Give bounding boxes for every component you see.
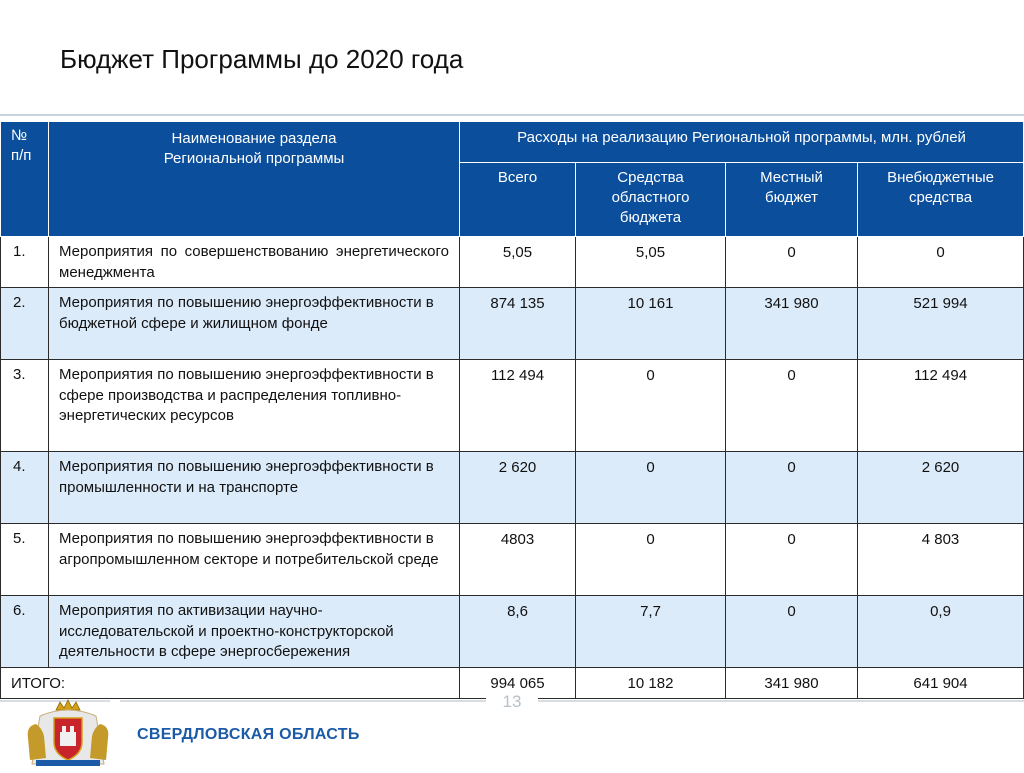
row-regional: 5,05 bbox=[576, 237, 726, 288]
total-local: 341 980 bbox=[726, 668, 858, 699]
table-row bbox=[1, 524, 1024, 596]
row-extra: 0 bbox=[858, 237, 1024, 288]
budget-table bbox=[0, 121, 1024, 699]
header-col-total-label: Всего bbox=[497, 169, 538, 186]
header-col-local bbox=[726, 163, 858, 237]
header-name-label: Наименование раздела Региональной программы bbox=[163, 130, 345, 167]
header-col-regional-label: Средства областного бюджета bbox=[611, 169, 690, 226]
table-row bbox=[1, 360, 1024, 452]
row-num: 2. bbox=[1, 288, 49, 360]
table-row bbox=[1, 288, 1024, 360]
header-num bbox=[1, 122, 49, 237]
row-local: 0 bbox=[726, 452, 858, 524]
row-name: Мероприятия по повышению энергоэффективности в промышленности и на транспорте bbox=[49, 452, 460, 524]
row-total: 874 135 bbox=[460, 288, 576, 360]
row-local: 0 bbox=[726, 237, 858, 288]
row-total: 4803 bbox=[460, 524, 576, 596]
row-regional: 0 bbox=[576, 524, 726, 596]
row-name: Мероприятия по повышению энергоэффективности в сфере производства и распределения топливно-энергетических ресурсов bbox=[49, 360, 460, 452]
header-col-extra bbox=[858, 163, 1024, 237]
footer-divider bbox=[120, 700, 1024, 702]
row-name: Мероприятия по активизации научно-исследовательской и проектно-конструкторской деятельности в сфере энергосбережения bbox=[49, 596, 460, 668]
header-expenses-group: Расходы на реализацию Региональной программы, млн. рублей bbox=[460, 122, 1024, 163]
header-name bbox=[49, 122, 460, 237]
row-total: 5,05 bbox=[460, 237, 576, 288]
page-title: Бюджет Программы до 2020 года bbox=[60, 44, 464, 74]
total-label: ИТОГО: bbox=[1, 668, 460, 699]
row-extra: 521 994 bbox=[858, 288, 1024, 360]
row-num: 5. bbox=[1, 524, 49, 596]
total-extra: 641 904 bbox=[858, 668, 1024, 699]
row-extra: 112 494 bbox=[858, 360, 1024, 452]
row-total: 2 620 bbox=[460, 452, 576, 524]
row-num: 1. bbox=[1, 237, 49, 288]
header-col-regional bbox=[576, 163, 726, 237]
row-total: 8,6 bbox=[460, 596, 576, 668]
row-local: 0 bbox=[726, 360, 858, 452]
header-divider bbox=[0, 114, 1024, 116]
row-local: 0 bbox=[726, 596, 858, 668]
header-num-label: № п/п bbox=[11, 127, 32, 164]
table-row bbox=[1, 596, 1024, 668]
row-local: 0 bbox=[726, 524, 858, 596]
row-regional: 0 bbox=[576, 452, 726, 524]
row-regional: 7,7 bbox=[576, 596, 726, 668]
coat-of-arms-icon bbox=[22, 698, 114, 768]
row-num: 3. bbox=[1, 360, 49, 452]
page-number: 13 bbox=[486, 692, 538, 714]
row-name: Мероприятия по повышению энергоэффективности в агропромышленном секторе и потребительской среде bbox=[49, 524, 460, 596]
table-row bbox=[1, 237, 1024, 288]
row-name: Мероприятия по совершенствованию энергетического менеджмента bbox=[49, 237, 460, 288]
region-name: СВЕРДЛОВСКАЯ ОБЛАСТЬ bbox=[137, 726, 360, 743]
header-col-local-label: Местный бюджет bbox=[760, 169, 823, 206]
row-extra: 2 620 bbox=[858, 452, 1024, 524]
row-regional: 10 161 bbox=[576, 288, 726, 360]
row-extra: 4 803 bbox=[858, 524, 1024, 596]
total-regional: 10 182 bbox=[576, 668, 726, 699]
row-name: Мероприятия по повышению энергоэффективности в бюджетной сфере и жилищном фонде bbox=[49, 288, 460, 360]
row-local: 341 980 bbox=[726, 288, 858, 360]
table-row bbox=[1, 452, 1024, 524]
row-extra: 0,9 bbox=[858, 596, 1024, 668]
row-regional: 0 bbox=[576, 360, 726, 452]
row-num: 6. bbox=[1, 596, 49, 668]
header-col-total bbox=[460, 163, 576, 237]
total-total: 994 065 bbox=[460, 668, 576, 699]
row-total: 112 494 bbox=[460, 360, 576, 452]
row-num: 4. bbox=[1, 452, 49, 524]
header-col-extra-label: Внебюджетные средства bbox=[887, 169, 994, 206]
